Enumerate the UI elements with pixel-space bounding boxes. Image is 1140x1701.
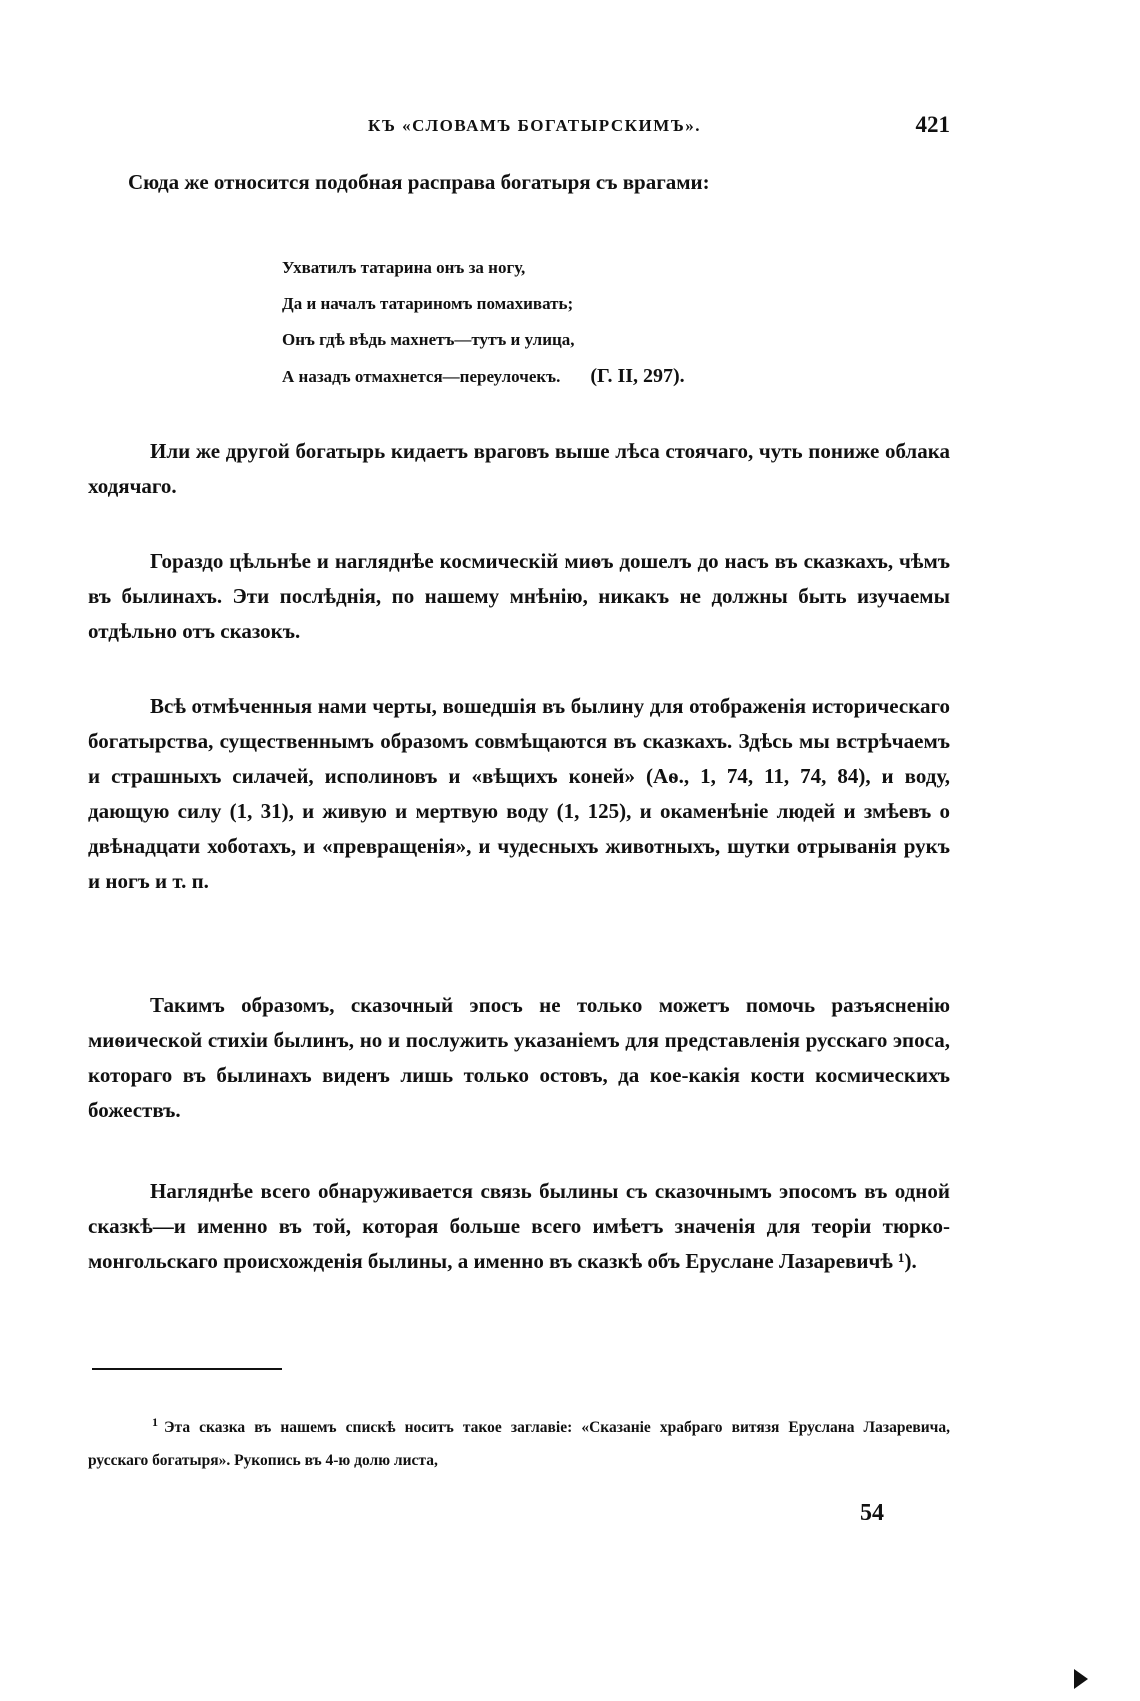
paragraph: Или же другой богатырь кидаетъ враговъ выше лѣса стоячаго, чуть пониже облака ходячаго. — [88, 439, 950, 498]
paragraph: Такимъ образомъ, сказочный эпосъ не только можетъ помочь разъясненію миѳической стихіи былинъ, но и послужить указаніемъ для представленія русскаго эпоса, котораго въ былинахъ виденъ лишь только остовъ, да кое-какія кости космическихъ божествъ. — [88, 993, 950, 1122]
verse-line: Да и началъ татариномъ помахивать; — [282, 294, 574, 313]
footnote-divider — [92, 1368, 282, 1370]
intro-line: Сюда же относится подобная расправа богатыря съ врагами: — [128, 170, 710, 194]
running-title: КЪ «СЛОВАМЪ БОГАТЫРСКИМЪ». — [368, 116, 702, 135]
paragraph: Всѣ отмѣченныя нами черты, вошедшія въ былину для отображенія историческаго богатырства, существеннымъ образомъ совмѣщаются въ сказкахъ. Здѣсь мы встрѣчаемъ и страшныхъ силачей, исполиновъ и «вѣщихъ коней» (Аѳ., 1, 74, 11, 74, 84), и воду, дающую силу (1, 31), и живую и мертвую воду (1, 125), и окаменѣніе людей и змѣевъ о двѣнадцати хоботахъ, и «превращенія», и чудесныхъ животныхъ, шутки отрыванія рукъ и ногъ и т. п. — [88, 694, 950, 893]
page-number: 421 — [915, 112, 950, 137]
verse-line: Онъ гдѣ вѣдь махнетъ—тутъ и улица, — [282, 330, 575, 349]
verse-line-text: А назадъ отмахнется—переулочекъ. — [282, 367, 561, 386]
verse-quote — [282, 250, 842, 395]
footnote-marker: 1 — [152, 1414, 158, 1429]
paragraph: Нагляднѣе всего обнаруживается связь былины съ сказочнымъ эпосомъ въ одной сказкѣ—и именно въ той, которая больше всего имѣетъ значенія для теоріи тюрко-монгольскаго происхожденія былины, а именно въ сказкѣ объ Еруслане Лазаревичѣ ¹). — [88, 1179, 950, 1273]
verse-line-last — [282, 358, 842, 395]
signature-mark: 54 — [860, 1500, 884, 1526]
paragraph: Гораздо цѣльнѣе и нагляднѣе космическій миѳъ дошелъ до насъ въ сказкахъ, чѣмъ въ былинахъ. Эти послѣднія, по нашему мнѣнію, никакъ не должны быть изучаемы отдѣльно отъ сказокъ. — [88, 549, 950, 643]
verse-line: Ухватилъ татарина онъ за ногу, — [282, 258, 526, 277]
running-header — [88, 112, 950, 148]
footnote-text: Эта сказка въ нашемъ спискѣ носитъ такое заглавіе: «Сказаніе храбраго витязя Еруслана Лазаревича, русскаго богатыря». Рукопись въ 4-ю долю листа, — [88, 1418, 950, 1469]
verse-reference: (Г. II, 297). — [590, 365, 685, 387]
page-corner-arrow-icon — [1074, 1669, 1088, 1689]
footnote — [88, 1406, 950, 1477]
